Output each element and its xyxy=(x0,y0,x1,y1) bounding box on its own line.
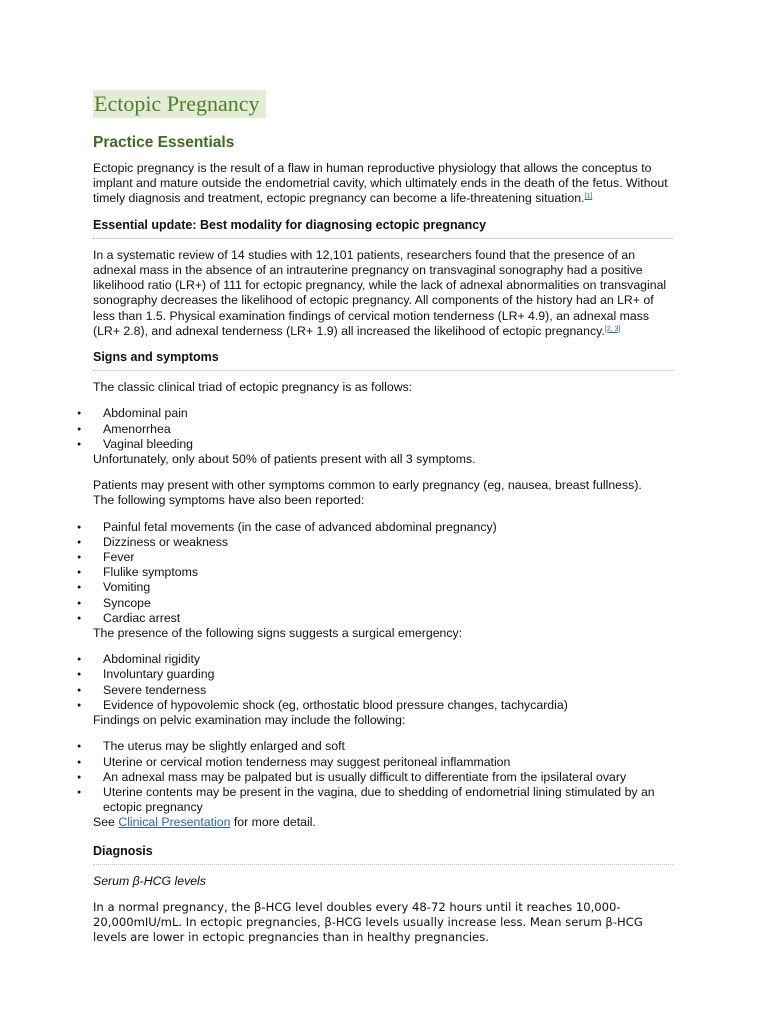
update-text: In a systematic review of 14 studies with 12,101 patients, researchers found that the presence of an adnexal mass in the absence of an intrauterine pregnancy on transvaginal sonography had a positive likelihood ratio (LR+) of 111 for ectopic pregnancy, while the lack of adnexal abnormalities on transvaginal sonography decreases the likelihood of ectopic pregnancy. All components of the history had an LR+ of less than 1.5. Physical examination findings of cervical motion tenderness (LR+ 4.9), an adnexal mass (LR+ 2.8), and adnexal tenderness (LR+ 1.9) all increased the likelihood of ectopic pregnancy. xyxy=(93,247,667,338)
list-item: ● Flulike symptoms xyxy=(93,565,673,580)
list-item: ● Vomiting xyxy=(93,580,673,595)
list-item: ● Syncope xyxy=(93,596,673,611)
triad-list xyxy=(93,406,673,452)
section-heading-diagnosis: Diagnosis xyxy=(93,844,673,865)
pelvic-intro: Findings on pelvic examination may include the following: xyxy=(93,713,406,728)
list-item: ● Cardiac arrest xyxy=(93,611,673,626)
section-heading-practice-essentials: Practice Essentials xyxy=(93,134,235,151)
list-item: ● Fever xyxy=(93,550,673,565)
reference-link-1[interactable]: [1] xyxy=(584,193,593,201)
list-item: ● Evidence of hypovolemic shock (eg, orthostatic blood pressure changes, tachycardia) xyxy=(93,698,673,713)
page-title: Ectopic Pregnancy xyxy=(93,90,266,118)
section-heading-essential-update: Essential update: Best modality for diagnosing ectopic pregnancy xyxy=(93,218,673,239)
section-heading-signs-symptoms: Signs and symptoms xyxy=(93,350,673,371)
clinical-presentation-link[interactable]: Clinical Presentation xyxy=(118,815,231,830)
list-item: ● The uterus may be slightly enlarged and soft xyxy=(93,739,673,754)
update-paragraph xyxy=(93,248,673,339)
pelvic-list xyxy=(93,739,673,815)
list-item: ● Painful fetal movements (in the case of advanced abdominal pregnancy) xyxy=(93,520,673,535)
other-intro-line-1: Patients may present with other symptoms common to early pregnancy (eg, nausea, breast fullness). xyxy=(93,478,642,493)
list-item: ● An adnexal mass may be palpated but is usually difficult to differentiate from the ipsilateral ovary xyxy=(93,770,673,785)
document-page xyxy=(93,90,673,946)
list-item: ● Abdominal pain xyxy=(93,406,673,421)
list-item: ● Uterine contents may be present in the vagina, due to shedding of endometrial lining stimulated by an ectopic pregnancy xyxy=(93,785,673,815)
emergency-intro: The presence of the following signs suggests a surgical emergency: xyxy=(93,626,463,641)
list-item: ● Dizziness or weakness xyxy=(93,535,673,550)
see-suffix: for more detail. xyxy=(233,815,316,830)
list-item: ● Vaginal bleeding xyxy=(93,437,673,452)
emergency-list xyxy=(93,652,673,713)
intro-text: Ectopic pregnancy is the result of a flaw in human reproductive physiology that allows the conceptus to implant and mature outside the endometrial cavity, which ultimately ends in the death of the fetus. Without timely diagnosis and treatment, ectopic pregnancy can become a life-threatening situation. xyxy=(93,161,668,206)
list-item: ● Amenorrhea xyxy=(93,422,673,437)
reference-link-2-3[interactable]: [2, 3] xyxy=(604,325,621,333)
list-item: ● Severe tenderness xyxy=(93,683,673,698)
intro-paragraph xyxy=(93,161,673,207)
list-item: ● Uterine or cervical motion tenderness may suggest peritoneal inflammation xyxy=(93,755,673,770)
diagnosis-subheading: Serum β-HCG levels xyxy=(93,873,206,888)
other-symptoms-intro xyxy=(93,478,673,508)
triad-note: Unfortunately, only about 50% of patients present with all 3 symptoms. xyxy=(93,452,476,467)
other-intro-line-2: The following symptoms have also been reported: xyxy=(93,493,365,508)
diagnosis-paragraph: In a normal pregnancy, the β-HCG level doubles every 48-72 hours until it reaches 10,000-20,000mIU/mL. In ectopic pregnancies, β-HCG levels usually increase less. Mean serum β-HCG levels are lower in ectopic pregnancies than in healthy pregnancies. xyxy=(93,899,643,945)
triad-intro: The classic clinical triad of ectopic pregnancy is as follows: xyxy=(93,380,413,395)
symptoms-list xyxy=(93,520,673,626)
list-item: ● Involuntary guarding xyxy=(93,667,673,682)
see-more xyxy=(93,815,673,830)
list-item: ● Abdominal rigidity xyxy=(93,652,673,667)
see-prefix: See xyxy=(93,815,115,830)
